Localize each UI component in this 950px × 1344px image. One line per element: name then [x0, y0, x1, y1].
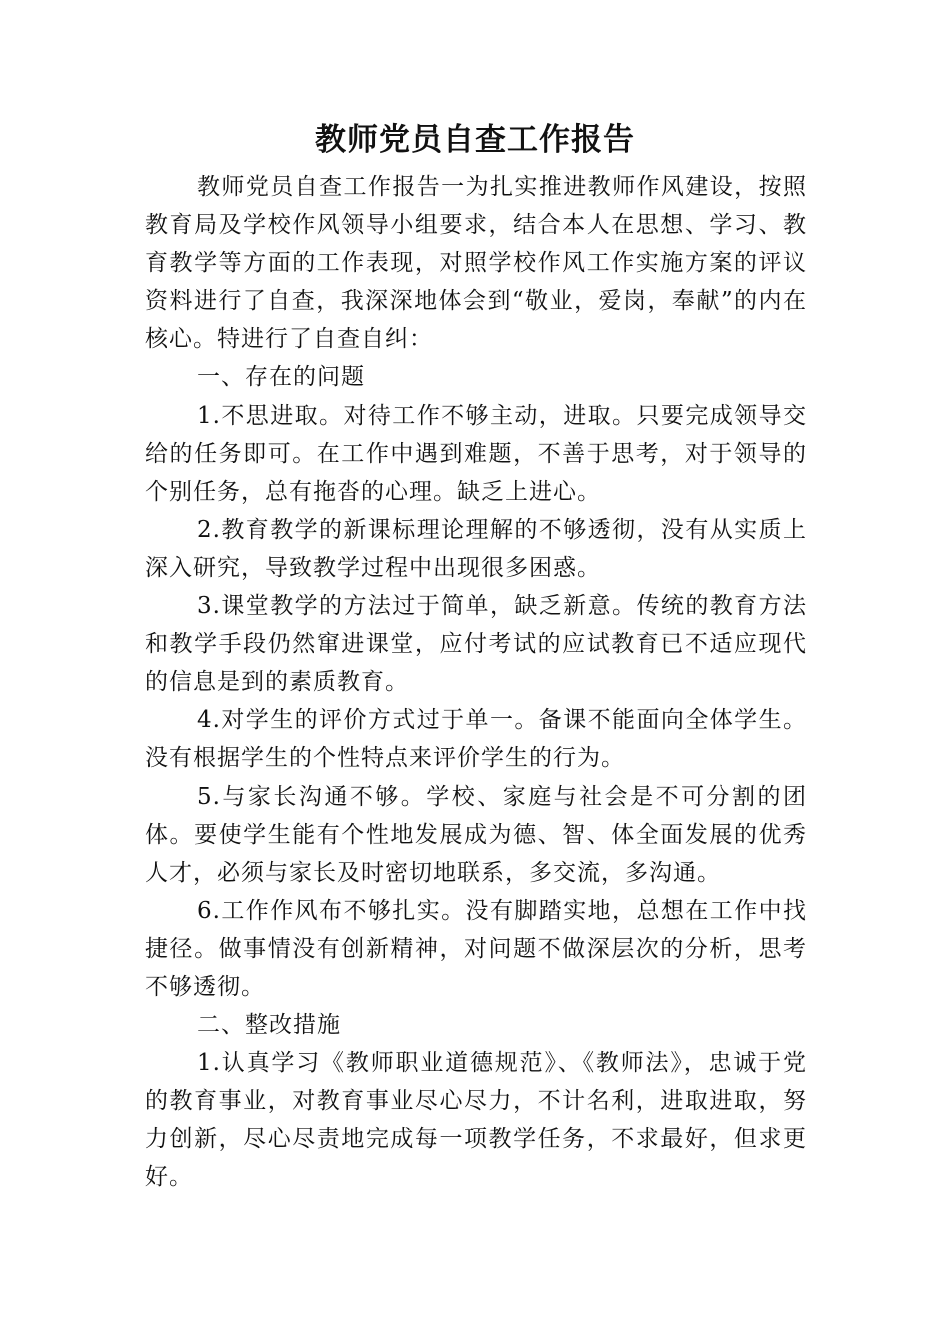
document-body: [145, 168, 807, 1197]
problem-item-6: 6.工作作风布不够扎实。没有脚踏实地，总想在工作中找捷径。做事情没有创新精神，对问题不做深层次的分析，思考不够透彻。: [145, 897, 807, 1000]
problem-item-3: 3.课堂教学的方法过于简单，缺乏新意。传统的教育方法和教学手段仍然窜进课堂，应付考试的应试教育已不适应现代的信息是到的素质教育。: [145, 593, 807, 696]
section-heading-problems: 一、存在的问题: [197, 364, 365, 391]
problem-item-2: 2.教育教学的新课标理论理解的不够透彻，没有从实质上深入研究，导致教学过程中出现很多困惑。: [145, 516, 807, 581]
measure-item-1: 1.认真学习《教师职业道德规范》、《教师法》，忠诚于党的教育事业，对教育事业尽心尽力，不计名利，进取进取，努力创新，尽心尽责地完成每一项教学任务，不求最好，但求更好。: [145, 1050, 807, 1191]
problem-item-5: 5.与家长沟通不够。学校、家庭与社会是不可分割的团体。要使学生能有个性地发展成为德、智、体全面发展的优秀人才，必须与家长及时密切地联系，多交流，多沟通。: [145, 783, 807, 886]
intro-paragraph: 教师党员自查工作报告一为扎实推进教师作风建设，按照教育局及学校作风领导小组要求，结合本人在思想、学习、教育教学等方面的工作表现，对照学校作风工作实施方案的评议资料进行了自查，我深深地体会到“敬业，爱岗，奉献”的内在核心。特进行了自查自纠：: [145, 174, 807, 353]
section-heading-measures: 二、整改措施: [197, 1012, 341, 1039]
problem-item-4: 4.对学生的评价方式过于单一。备课不能面向全体学生。没有根据学生的个性特点来评价学生的行为。: [145, 707, 807, 772]
problem-item-1: 1.不思进取。对待工作不够主动，进取。只要完成领导交给的任务即可。在工作中遇到难题，不善于思考，对于领导的个别任务，总有拖沓的心理。缺乏上进心。: [145, 402, 807, 505]
document-title: 教师党员自查工作报告: [315, 122, 635, 158]
